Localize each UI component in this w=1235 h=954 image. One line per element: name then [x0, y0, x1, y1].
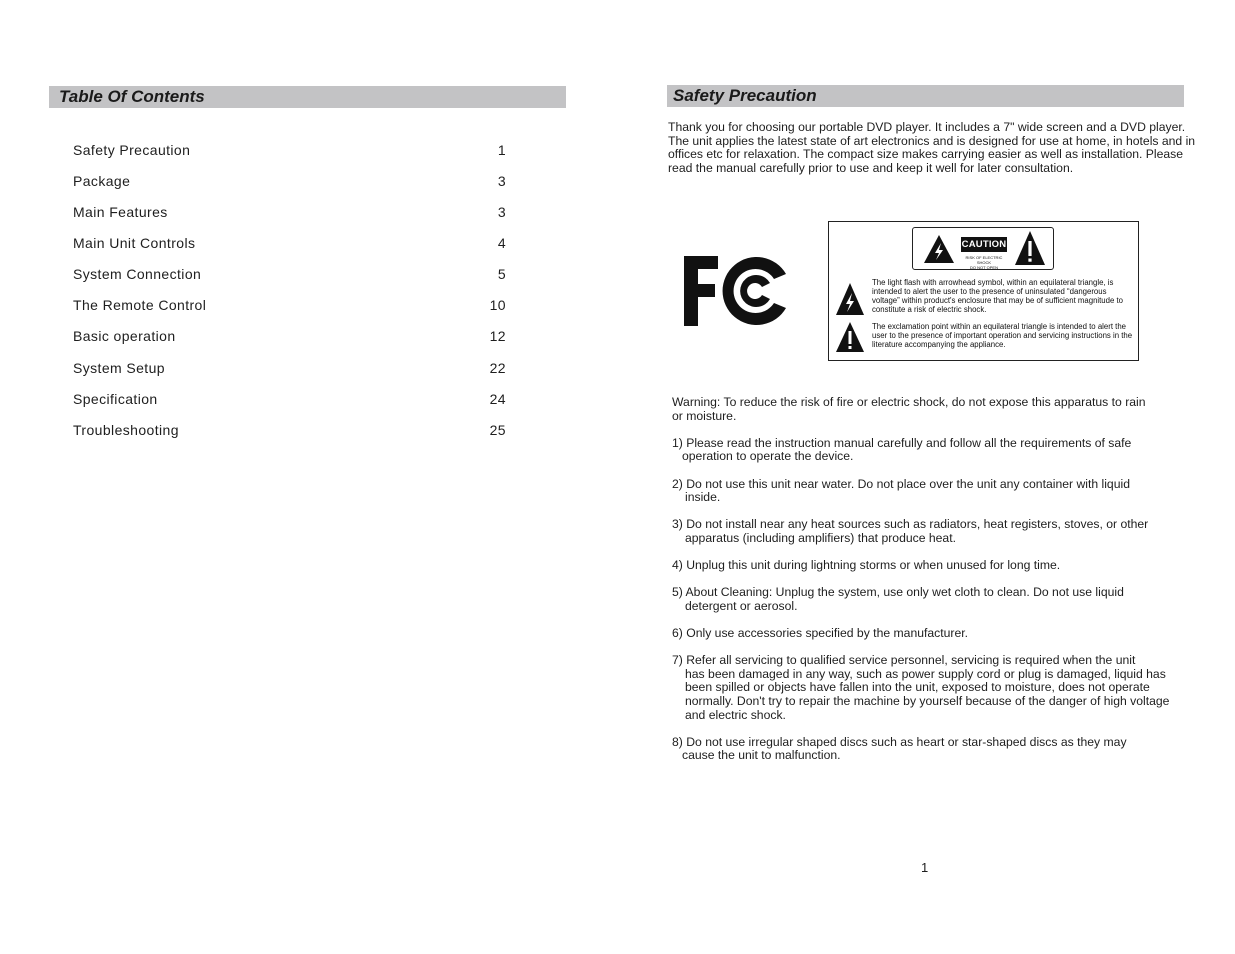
toc-entry[interactable]	[73, 326, 508, 358]
page-number: 1	[921, 860, 929, 875]
caution-subtext: RISK OF ELECTRIC SHOCK DO NOT OPEN	[965, 255, 1003, 270]
toc-entry-page: 4	[497, 235, 506, 251]
exclamation-symbol-explanation	[835, 322, 1135, 357]
fcc-logo	[682, 254, 788, 333]
toc-entry-title: Specification	[73, 391, 158, 407]
toc-entry-title: Troubleshooting	[73, 422, 179, 438]
toc-entry[interactable]	[73, 264, 508, 295]
toc-entry[interactable]	[73, 420, 508, 451]
toc-entry-title: System Connection	[73, 266, 202, 282]
safety-item: 1) Please read the instruction manual carefully and follow all the requirements of safe operation to operate the device.	[672, 435, 1132, 464]
safety-item: 6) Only use accessories specified by the manufacturer.	[672, 626, 969, 641]
toc-entry-title: Safety Precaution	[73, 142, 191, 158]
caution-title: CAUTION	[961, 239, 1007, 250]
lightning-symbol-text: The light flash with arrowhead symbol, within an equilateral triangle, is intended to alert the user to the presence of uninsulated “dangerous voltage” within product's enclosure that may be of sufficient magnitude to constitute a risk of electric shock.	[872, 278, 1123, 315]
safety-item: 2) Do not use this unit near water. Do not place over the unit any container with liquid inside.	[672, 476, 1130, 505]
exclamation-symbol-text: The exclamation point within an equilateral triangle is intended to alert the user to the presence of important operation and servicing instructions in the literature accompanying the appliance.	[872, 322, 1133, 350]
toc-entry-title: Main Unit Controls	[73, 235, 196, 251]
safety-item: 7) Refer all servicing to qualified service personnel, servicing is required when the unit has been damaged in any way, such as power supply cord or plug is damaged, liquid has been spilled or objects have fallen into the unit, exposed to moisture, does not operate normally. Don't try to repair the machine by yourself because of the danger of high voltage and electric shock.	[672, 653, 1170, 722]
toc-entry-title: The Remote Control	[73, 297, 207, 313]
toc-entry-page: 1	[497, 142, 506, 158]
exclamation-warning-icon	[1014, 230, 1046, 266]
toc-heading: Table Of Contents	[49, 86, 566, 108]
fcc-logo-graphic	[682, 254, 788, 328]
toc-entry-title: Package	[73, 173, 131, 189]
toc-entry-page: 5	[497, 266, 506, 282]
lightning-symbol-explanation	[835, 278, 1135, 318]
safety-item: 4) Unplug this unit during lightning storms or when unused for long time.	[672, 558, 1061, 573]
toc-list	[73, 140, 508, 451]
safety-item: 5) About Cleaning: Unplug the system, use only wet cloth to clean. Do not use liquid detergent or aerosol.	[672, 585, 1124, 613]
toc-entry[interactable]	[73, 202, 508, 233]
lightning-triangle-icon	[835, 282, 865, 316]
lightning-warning-icon	[923, 234, 955, 264]
toc-entry-page: 24	[489, 391, 506, 407]
safety-instructions	[672, 396, 1202, 777]
toc-entry[interactable]	[73, 171, 508, 202]
toc-entry[interactable]	[73, 358, 508, 389]
toc-entry-page: 10	[489, 297, 506, 313]
toc-entry[interactable]	[73, 389, 508, 420]
caution-label-box	[828, 221, 1139, 361]
toc-entry-page: 3	[497, 173, 506, 189]
safety-heading: Safety Precaution	[667, 85, 1184, 107]
safety-item: 3) Do not install near any heat sources such as radiators, heat registers, stoves, or other apparatus (including amplifiers) that produce heat.	[672, 517, 1149, 545]
toc-entry-page: 3	[497, 204, 506, 220]
toc-entry-page: 22	[489, 360, 506, 376]
warning-paragraph: Warning: To reduce the risk of fire or electric shock, do not expose this apparatus to rain or moisture.	[672, 395, 1146, 423]
toc-entry-title: Basic operation	[73, 328, 176, 344]
toc-entry[interactable]	[73, 233, 508, 264]
safety-item: 8) Do not use irregular shaped discs such as heart or star-shaped discs as they may cause the unit to malfunction.	[672, 734, 1127, 763]
toc-entry-page: 12	[489, 328, 506, 344]
intro-paragraph: Thank you for choosing our portable DVD player. It includes a 7" wide screen and a DVD player. The unit applies the latest state of art electronics and is designed for use at home, in hotels and in offices etc for relaxation. The compact size makes carrying easier as well as installation. Please read the manual carefully prior to use and keep it well for later consultation.	[668, 120, 1196, 175]
exclamation-triangle-icon	[835, 321, 865, 353]
toc-entry[interactable]	[73, 295, 508, 326]
toc-entry-title: Main Features	[73, 204, 168, 220]
caution-sticker	[912, 227, 1054, 270]
toc-entry-page: 25	[489, 422, 506, 438]
toc-entry[interactable]	[73, 140, 508, 171]
toc-entry-title: System Setup	[73, 360, 165, 376]
